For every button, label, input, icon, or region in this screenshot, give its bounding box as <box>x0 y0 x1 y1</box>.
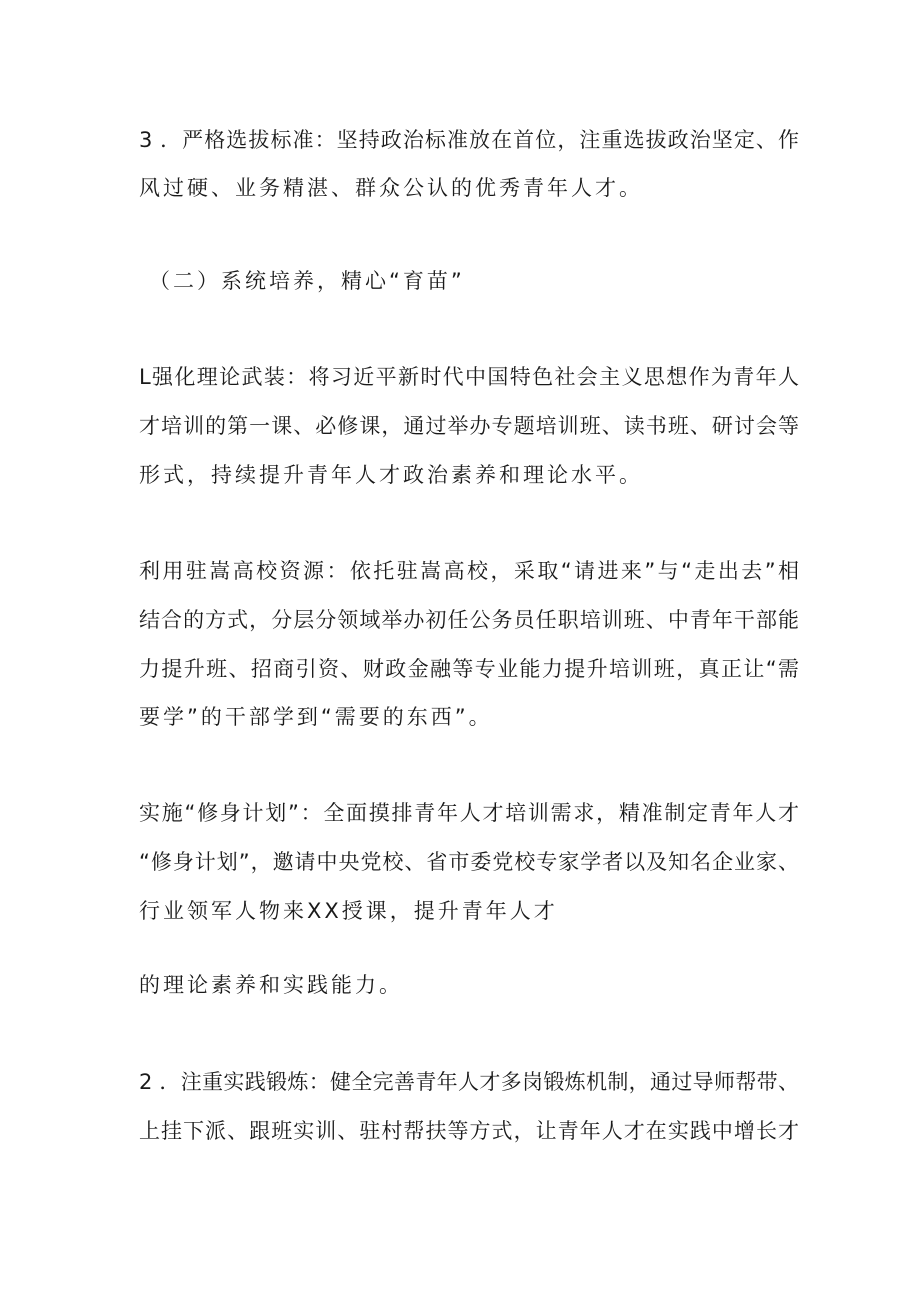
paragraph-select-standard-line-2: 风过硬、业务精湛、群众公认的优秀青年人才。 <box>139 176 643 200</box>
paragraph-cultivation-line-1: 实施“修身计划”：全面摸排青年人才培训需求，精准制定青年人才 <box>139 801 799 825</box>
paragraph-universities-line-2: 结合的方式，分层分领域举办初任公务员任职培训班、中青年干部能 <box>139 608 799 632</box>
paragraph-universities-line-4: 要学”的干部学到“需要的东西”。 <box>139 705 493 729</box>
paragraph-cultivation-line-3: 行业领军人物来XX授课，提升青年人才 <box>139 899 558 923</box>
paragraph-practice-line-2: 上挂下派、跟班实训、驻村帮扶等方式，让青年人才在实践中增长才 <box>139 1119 799 1143</box>
paragraph-theory-line-2: 才培训的第一课、必修课，通过举办专题培训班、读书班、研讨会等 <box>139 414 799 438</box>
paragraph-universities-line-1: 利用驻嵩高校资源：依托驻嵩高校，采取“请进来”与“走出去”相 <box>139 559 799 583</box>
paragraph-cultivation-line-2: “修身计划”，邀请中央党校、省市委党校专家学者以及知名企业家、 <box>139 850 799 874</box>
paragraph-theory-line-1: L强化理论武装：将习近平新时代中国特色社会主义思想作为青年人 <box>139 365 799 389</box>
paragraph-universities-line-3: 力提升班、招商引资、财政金融等专业能力提升培训班，真正让“需 <box>139 657 799 681</box>
paragraph-practice-line-1: 2 ．注重实践锻炼：健全完善青年人才多岗锻炼机制，通过导师帮带、 <box>139 1070 799 1094</box>
paragraph-theory-line-3: 形式，持续提升青年人才政治素养和理论水平。 <box>139 463 643 487</box>
paragraph-cultivation-continuation: 的理论素养和实践能力。 <box>139 973 403 997</box>
paragraph-select-standard-line-1: 3 ．严格选拔标准：坚持政治标准放在首位，注重选拔政治坚定、作 <box>139 128 799 152</box>
section-heading: （二）系统培养，精心“育苗” <box>149 269 465 293</box>
